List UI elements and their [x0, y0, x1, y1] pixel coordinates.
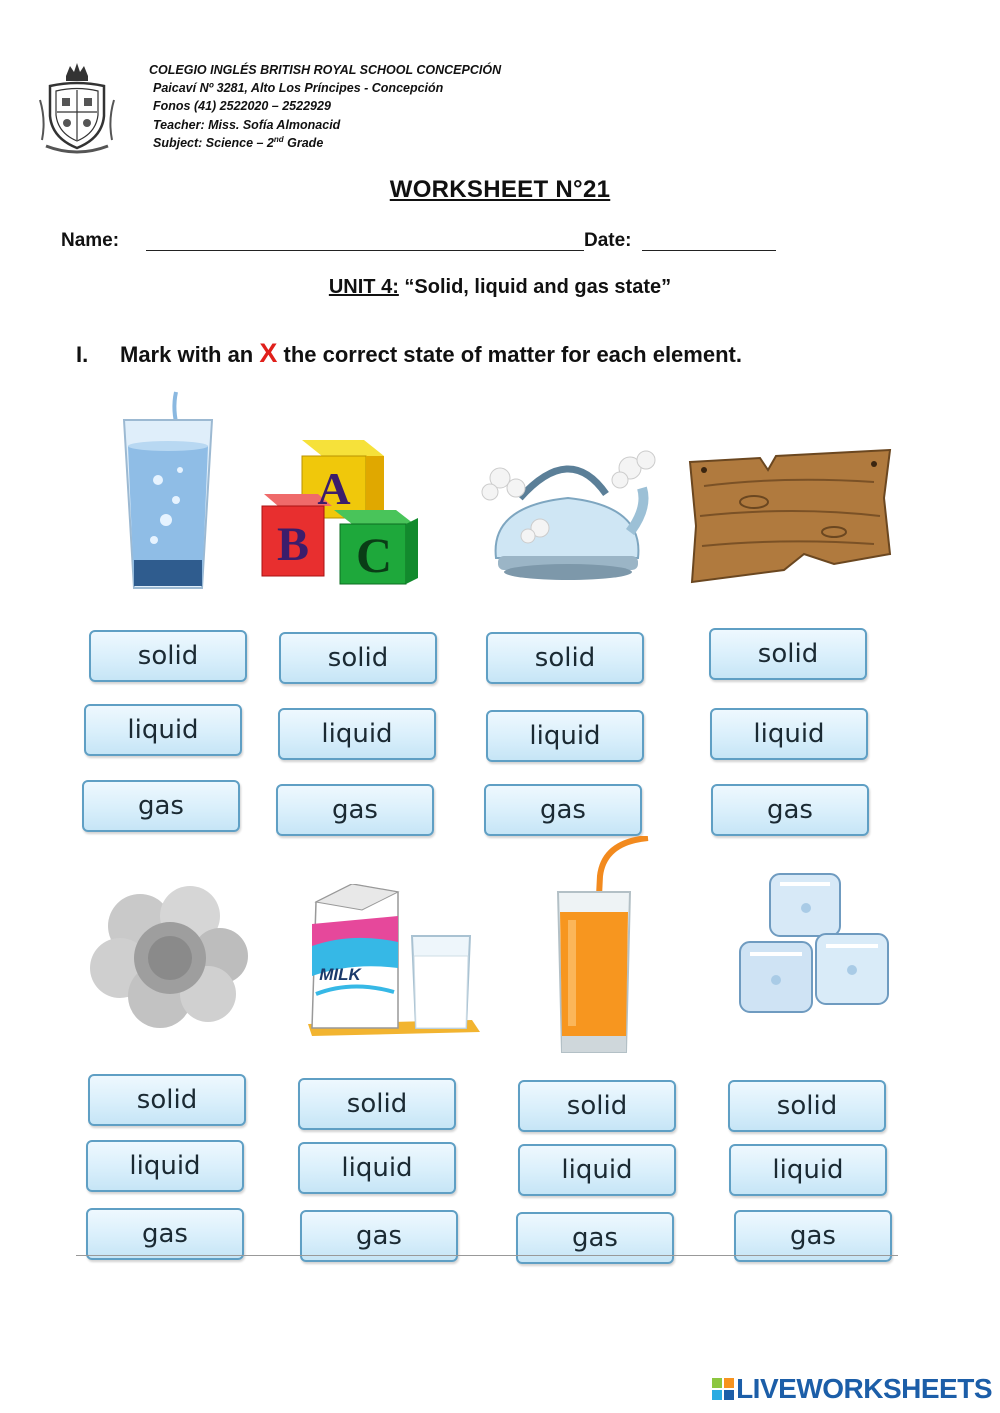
option-solid[interactable]: solid [279, 632, 437, 684]
teacher-line: Teacher: Miss. Sofía Almonacid [153, 118, 341, 132]
instruction-text-after: the correct state of matter for each element. [277, 342, 742, 367]
block-a-text: A [317, 463, 351, 514]
ice-cubes-picture [726, 864, 898, 1026]
option-solid[interactable]: solid [709, 628, 867, 680]
option-gas[interactable]: gas [734, 1210, 892, 1262]
option-gas[interactable]: gas [86, 1208, 244, 1260]
instruction-number: I. [76, 342, 89, 367]
instruction [76, 338, 742, 369]
block-c-text: C [355, 527, 393, 583]
worksheet-title: WORKSHEET N°21 [389, 176, 611, 203]
orange-juice-picture [556, 836, 652, 1058]
option-liquid[interactable]: liquid [729, 1144, 887, 1196]
option-liquid[interactable]: liquid [710, 708, 868, 760]
block-b-text: B [276, 518, 310, 571]
glass-of-water-picture [118, 390, 218, 595]
option-solid[interactable]: solid [89, 630, 247, 682]
name-label: Name: [61, 230, 120, 251]
option-solid[interactable]: solid [518, 1080, 676, 1132]
unit-topic: “Solid, liquid and gas state” [398, 276, 672, 298]
wooden-board-picture [684, 446, 896, 586]
option-gas[interactable]: gas [711, 784, 869, 836]
smoke-cloud-picture [90, 876, 250, 1034]
subject-prefix: Subject: Science – 2 [153, 136, 274, 150]
option-liquid[interactable]: liquid [278, 708, 436, 760]
school-name: COLEGIO INGLÉS BRITISH ROYAL SCHOOL CONCEPCIÓN [149, 63, 502, 77]
milk-label-text: MILK [319, 965, 361, 984]
option-solid[interactable]: solid [486, 632, 644, 684]
subject-line [153, 134, 323, 153]
school-crest [36, 60, 118, 158]
brand-text: LIVEWORKSHEETS [736, 1373, 992, 1404]
subject-suffix: Grade [283, 136, 324, 150]
option-solid[interactable]: solid [298, 1078, 456, 1130]
liveworksheets-logo-icon [712, 1375, 734, 1397]
unit-heading [0, 276, 1000, 299]
unit-label: UNIT 4: [328, 276, 399, 298]
x-mark: X [259, 338, 278, 368]
school-address: Paicaví Nº 3281, Alto Los Príncipes - Concepción [153, 81, 444, 95]
steaming-kettle-picture [480, 448, 660, 584]
option-gas[interactable]: gas [300, 1210, 458, 1262]
option-liquid[interactable]: liquid [486, 710, 644, 762]
option-liquid[interactable]: liquid [298, 1142, 456, 1194]
name-field[interactable] [146, 250, 584, 251]
option-gas[interactable]: gas [276, 784, 434, 836]
date-field[interactable] [642, 250, 776, 251]
subject-superscript: nd [273, 134, 284, 144]
option-liquid[interactable]: liquid [518, 1144, 676, 1196]
option-solid[interactable]: solid [728, 1080, 886, 1132]
liveworksheets-brand[interactable] [712, 1373, 992, 1405]
milk-carton-and-glass-picture [302, 884, 482, 1036]
instruction-text-before: Mark with an [120, 342, 260, 367]
option-solid[interactable]: solid [88, 1074, 246, 1126]
option-gas[interactable]: gas [516, 1212, 674, 1264]
option-liquid[interactable]: liquid [84, 704, 242, 756]
option-gas[interactable]: gas [484, 784, 642, 836]
option-gas[interactable]: gas [82, 780, 240, 832]
option-liquid[interactable]: liquid [86, 1140, 244, 1192]
school-phones: Fonos (41) 2522020 – 2522929 [153, 99, 331, 113]
date-label: Date: [584, 230, 632, 251]
abc-blocks-picture [258, 432, 420, 588]
section-divider [76, 1255, 898, 1256]
